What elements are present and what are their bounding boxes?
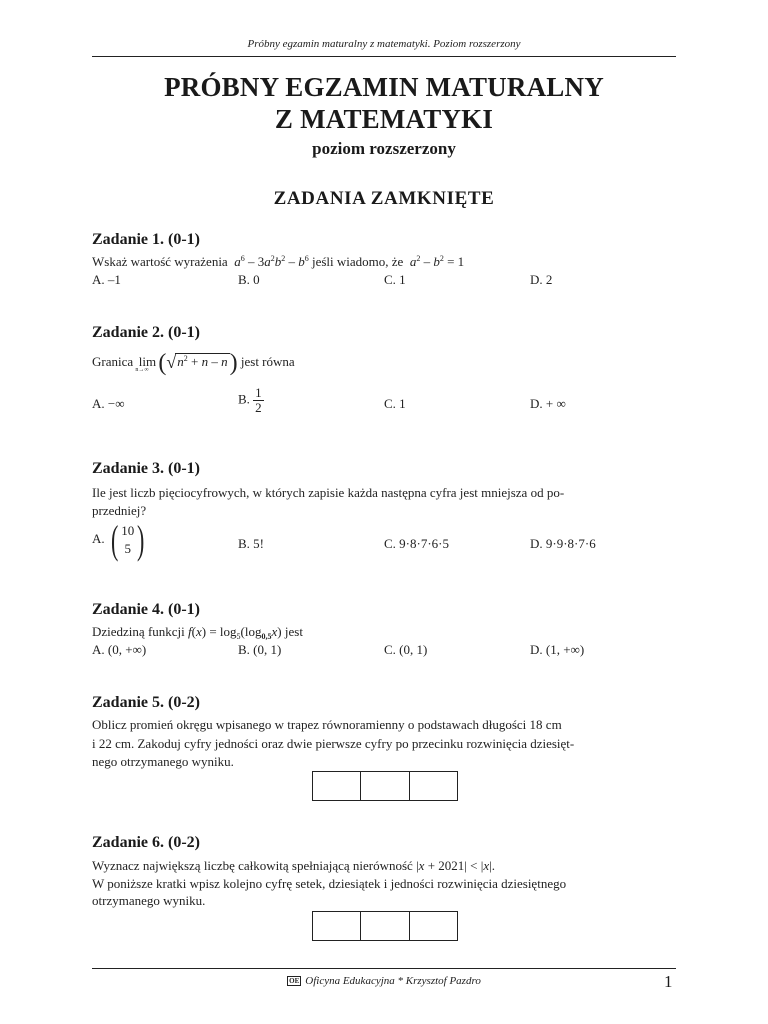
task-2-option-a[interactable]: A. −∞ [92,396,125,411]
task-1-option-d[interactable]: D. 2 [530,272,553,287]
footer-text: Oficyna Edukacyjna * Krzysztof Pazdro [305,975,481,987]
task-3-option-c[interactable]: C. 9·8·7·6·5 [384,536,449,551]
task-3-prompt-line-2: przedniej? [92,503,147,518]
publisher-logo-icon: OE [289,977,300,985]
task-6-inequality: |x + 2021| < |x|. [416,858,495,873]
task-2-prompt: Granica lim n→∞ $(√n^2 + n - n)$ jest równa [92,350,295,376]
task-3-option-a-label: A. [92,530,105,546]
task-5-prompt-line-1: Oblicz promień okręgu wpisanego w trapez równoramienny o podstawach długości 18 cm [92,717,562,732]
task-5-answer-grid [312,771,458,801]
task-6-answer-cell[interactable] [410,912,457,940]
task-2-option-b-fraction: $\frac{1}{2}$ [255,385,262,415]
task-4-option-c[interactable]: C. (0, 1) [384,642,428,657]
header-rule [92,56,676,57]
task-5-prompt-line-3: nego otrzymanego wyniku. [92,754,234,769]
task-4-option-a[interactable]: A. (0, +∞) [92,642,147,657]
footer-rule [92,968,676,969]
task-2-limit-operator: lim n→∞ [135,354,157,373]
task-3-option-a-binomial: ( 10 5 ) [110,517,145,562]
task-1-option-a[interactable]: A. –1 [92,272,121,287]
running-head: Próbny egzamin maturalny z matematyki. Poziom rozszerzony [247,38,521,50]
task-2-title: Zadanie 2. (0-1) [92,324,200,341]
task-5-title: Zadanie 5. (0-2) [92,694,200,711]
task-2-prompt-text: Granica [92,354,134,369]
task-1-expression: $a^6 - 3a^2b^2 - b^6$ [234,254,309,269]
exam-level: poziom rozszerzony [312,139,456,158]
task-6-prompt-line-3: otrzymanego wyniku. [92,893,206,908]
task-2-option-b-label: B. [238,391,250,407]
task-6-prompt-text: Wyznacz największą liczbę całkowitą spełniającą nierówność [92,858,413,873]
task-6-answer-cell[interactable] [313,912,361,940]
task-6-prompt-line-2: W poniższe kratki wpisz kolejno cyfrę setek, dziesiątek i jedności rozwinięcia dziesiętnego [92,876,567,891]
task-1-prompt-condition: jeśli wiadomo, że [311,254,404,269]
exam-title-line-2: Z MATEMATYKI [274,104,494,134]
task-1-title: Zadanie 1. (0-1) [92,231,200,248]
task-6-answer-cell[interactable] [361,912,409,940]
task-2-option-c[interactable]: C. 1 [384,396,406,411]
page-number: 1 [664,972,673,991]
task-2-option-b[interactable] [238,386,264,415]
task-6-answer-grid [312,911,458,941]
task-4-prompt-text: Dziedziną funkcji [92,624,185,639]
task-5-prompt-line-2: i 22 cm. Zakoduj cyfry jedności oraz dwie pierwsze cyfry po przecinku rozwinięcia dziesięt- [92,736,575,751]
task-2-option-d[interactable]: D. + ∞ [530,396,566,411]
exam-title-line-1: PRÓBNY EGZAMIN MATURALNY [164,72,604,102]
task-6-prompt-line-1 [92,858,495,874]
task-3-option-d[interactable]: D. 9·9·8·7·6 [530,536,596,551]
task-1-condition: $a^2 - b^2 = 1$ [409,254,465,269]
task-4-option-b[interactable]: B. (0, 1) [238,642,282,657]
task-3-option-a[interactable] [92,517,148,562]
task-1-prompt-text: Wskaż wartość wyrażenia [92,254,228,269]
task-4-prompt [92,624,303,641]
task-4-option-d[interactable]: D. (1, +∞) [530,642,585,657]
task-5-answer-cell[interactable] [361,772,409,800]
task-1-option-b[interactable]: B. 0 [238,272,260,287]
task-4-function: $f(x) = \log_5(\log_{0,5}x)$ [188,624,282,641]
task-4-title: Zadanie 4. (0-1) [92,601,200,618]
footer [92,975,676,987]
task-3-title: Zadanie 3. (0-1) [92,460,200,477]
task-5-answer-cell[interactable] [410,772,457,800]
task-2-prompt-end: jest równa [240,354,295,369]
task-1-option-c[interactable]: C. 1 [384,272,406,287]
task-1-prompt [92,254,464,270]
task-5-answer-cell[interactable] [313,772,361,800]
task-3-option-b[interactable]: B. 5! [238,536,264,551]
task-6-title: Zadanie 6. (0-2) [92,834,200,851]
section-heading: ZADANIA ZAMKNIĘTE [273,188,495,209]
task-3-prompt-line-1: Ile jest liczb pięciocyfrowych, w których zapisie każda następna cyfra jest mniejsza od po- [92,485,565,500]
task-4-prompt-end: jest [284,624,303,639]
